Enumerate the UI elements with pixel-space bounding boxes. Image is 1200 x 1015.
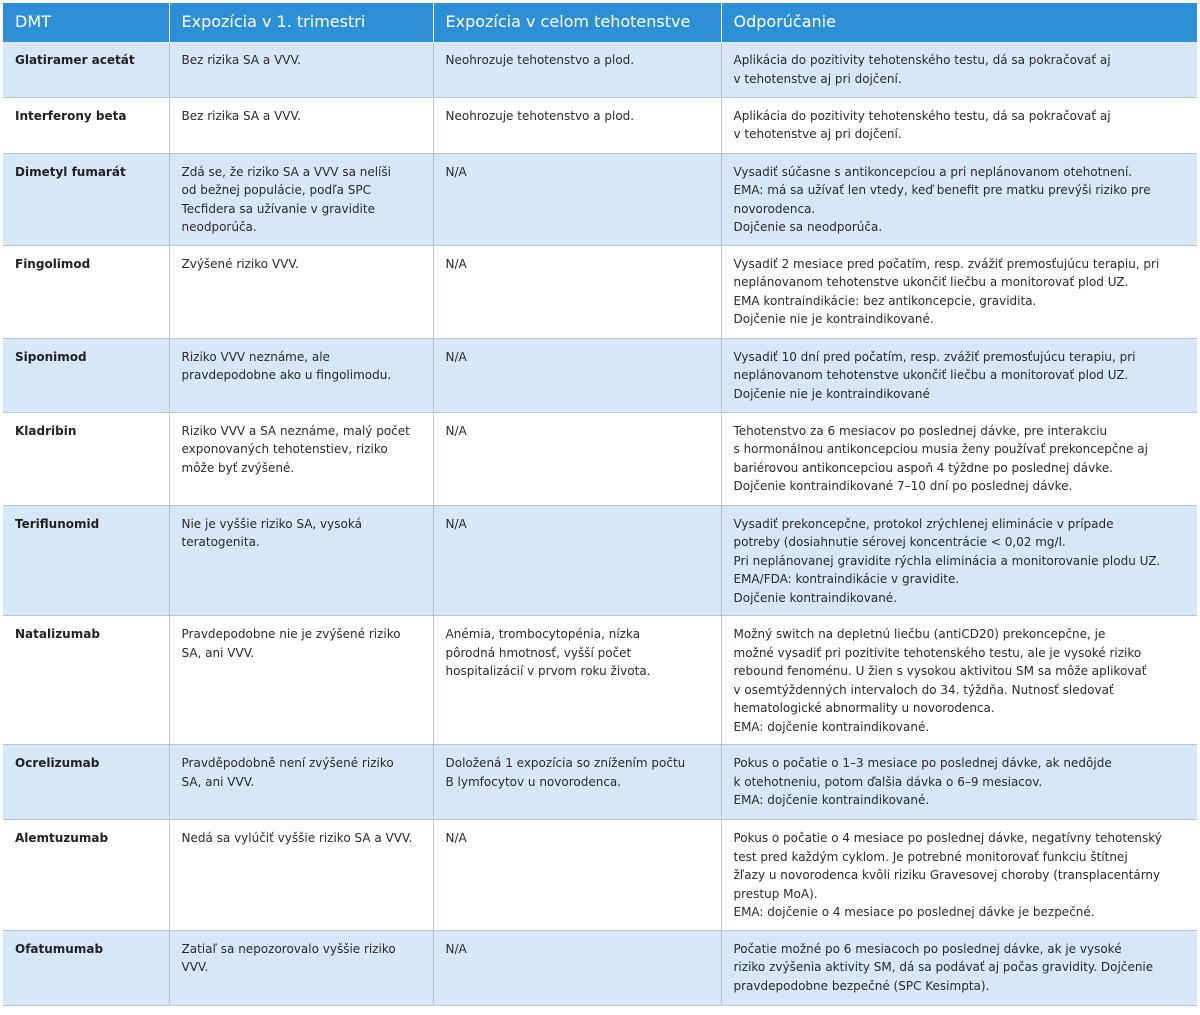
cell-line: EMA: má sa užívať len vtedy, keď benefit pre matku prevýši riziko pre [733,183,1151,197]
table-row [3,97,1197,153]
cell-line: môže byť zvýšené. [181,460,295,475]
cell-dmt: Ocrelizumab [3,745,169,820]
cell-recommendation [721,745,1197,820]
cell-line: Tecfidera sa užívanie v gravidite [181,201,375,216]
cell-line: v tehotenstve aj pri dojčení. [733,71,902,86]
cell-line: prestup MoA). [733,886,818,901]
cell-recommendation [721,616,1197,745]
cell-line: neodporúča. [181,220,257,234]
cell-line: Pravděpodobně není zvýšené riziko [181,756,394,770]
header-dmt: DMT [3,3,169,42]
cell-line: Anémia, trombocytopénia, nízka [445,627,641,641]
cell-line: N/A [445,164,467,179]
cell-line: k otehotneniu, potom ďalšia dávka o 6–9 mesiacov. [733,774,1043,789]
cell-dmt: Ofatumumab [3,930,169,1005]
cell-recommendation [721,97,1197,153]
cell-line: EMA: dojčenie o 4 mesiace po poslednej dávke je bezpečné. [733,905,1095,919]
cell-first-trimester [169,820,433,931]
cell-first-trimester [169,42,433,97]
cell-line: v osemtýždenných intervaloch do 34. týždňa. Nutnosť sledovať [733,682,1114,697]
cell-line: Riziko VVV neznáme, ale [181,349,330,364]
cell-line: Zatiaľ sa nepozorovalo vyššie riziko [181,941,396,956]
cell-line: v tehotenstve aj pri dojčení. [733,127,902,141]
cell-line: možné vysadiť pri pozitivite tehotenského testu, ale je vysoké riziko [733,645,1142,660]
table-row [3,338,1197,412]
cell-line: Vysadiť prekoncepčne, protokol zrýchlenej eliminácie v prípade [733,516,1114,531]
table-row [3,745,1197,820]
cell-line: Tehotenstvo za 6 mesiacov po poslednej dávke, pre interakciu [733,423,1108,438]
cell-whole-pregnancy [433,616,721,745]
cell-first-trimester [169,930,433,1005]
cell-line: od bežnej populácie, podľa SPC [181,183,371,197]
cell-whole-pregnancy [433,97,721,153]
cell-line: Bez rizika SA a VVV. [181,108,301,123]
cell-line: Vysadiť 10 dní pred počatím, resp. zvážiť premosťujúcu terapiu, pri [733,349,1136,364]
table-header [3,3,1197,42]
cell-line: N/A [445,831,467,845]
cell-line: Neohrozuje tehotenstvo a plod. [445,53,635,67]
cell-whole-pregnancy [433,153,721,245]
cell-whole-pregnancy [433,245,721,338]
cell-line: žľazy u novorodenca kvôli riziku Gravesovej choroby (transplacentárny [733,868,1161,882]
header-row [3,3,1197,42]
header-whole-pregnancy: Expozícia v celom tehotenstve [433,3,721,42]
cell-line: Bez rizika SA a VVV. [181,53,301,67]
cell-dmt: Teriflunomid [3,505,169,616]
cell-dmt: Kladribin [3,412,169,505]
cell-line: EMA kontraindikácie: bez antikoncepcie, gravidita. [733,293,1037,308]
cell-line: N/A [445,256,467,271]
cell-line: Neohrozuje tehotenstvo a plod. [445,108,635,123]
cell-line: Pravdepodobne nie je zvýšené riziko [181,627,401,641]
cell-line: SA, ani VVV. [181,774,255,789]
cell-line: Pokus o počatie o 4 mesiace po poslednej dávke, negatívny tehotenský [733,831,1162,845]
cell-line: N/A [445,423,467,438]
cell-line: Dojčenie kontraindikované. [733,590,898,605]
cell-recommendation [721,412,1197,505]
cell-line: Pokus o počatie o 1–3 mesiace po poslednej dávke, ak nedôjde [733,756,1112,770]
cell-dmt: Interferony beta [3,97,169,153]
header-recommendation: Odporúčanie [721,3,1197,42]
dmt-pregnancy-table-container [3,3,1197,1006]
cell-line: Nie je vyššie riziko SA, vysoká [181,516,362,531]
cell-line: EMA: dojčenie kontraindikované. [733,793,930,807]
cell-line: Možný switch na depletnú liečbu (antiCD20) prekoncepčne, je [733,627,1106,641]
cell-line: Aplikácia do pozitivity tehotenského testu, dá sa pokračovať aj [733,53,1111,67]
cell-line: Počatie možné po 6 mesiacoch po poslednej dávke, ak je vysoké [733,941,1122,956]
cell-line: hospitalizácií v prvom roku života. [445,664,651,678]
cell-line: Dojčenie nie je kontraindikované. [733,312,934,326]
cell-line: Aplikácia do pozitivity tehotenského testu, dá sa pokračovať aj [733,108,1111,123]
cell-line: Zdá se, že riziko SA a VVV sa nelíši [181,164,391,179]
cell-line: EMA: dojčenie kontraindikované. [733,719,930,734]
cell-line: potreby (dosiahnutie sérovej koncentrácie < 0,02 mg/l. [733,535,1066,549]
cell-line: neplánovanom tehotenstve ukončiť liečbu a monitorovať plod UZ. [733,275,1129,289]
cell-recommendation [721,505,1197,616]
header-first-trimester: Expozícia v 1. trimestri [169,3,433,42]
cell-recommendation [721,42,1197,97]
table-row [3,505,1197,616]
cell-line: B lymfocytov u novorodenca. [445,774,622,789]
dmt-pregnancy-table [3,3,1197,1006]
cell-line: pôrodná hmotnosť, vyšší počet [445,645,632,660]
cell-line: novorodenca. [733,201,816,216]
cell-line: s hormonálnou antikoncepciou musia ženy používať prekoncepčne aj [733,442,1148,456]
cell-dmt: Fingolimod [3,245,169,338]
cell-whole-pregnancy [433,745,721,820]
table-body [3,42,1197,1005]
cell-dmt: Natalizumab [3,616,169,745]
cell-line: Vysadiť 2 mesiace pred počatím, resp. zvážiť premosťujúcu terapiu, pri [733,256,1160,271]
cell-line: SA, ani VVV. [181,645,255,660]
cell-recommendation [721,820,1197,931]
cell-recommendation [721,245,1197,338]
cell-whole-pregnancy [433,505,721,616]
cell-line: EMA/FDA: kontraindikácie v gravidite. [733,572,960,586]
cell-first-trimester [169,245,433,338]
cell-first-trimester [169,505,433,616]
cell-dmt: Dimetyl fumarát [3,153,169,245]
cell-line: N/A [445,349,467,364]
cell-line: N/A [445,516,467,531]
cell-dmt: Glatiramer acetát [3,42,169,97]
cell-line: Dojčenie sa neodporúča. [733,220,883,234]
cell-dmt: Alemtuzumab [3,820,169,931]
cell-whole-pregnancy [433,42,721,97]
cell-line: riziko zvýšenia aktivity SM, dá sa podávať aj počas gravidity. Dojčenie [733,960,1154,974]
cell-line: hematologické abnormality u novorodenca. [733,701,995,715]
cell-line: neplánovanom tehotenstve ukončiť liečbu a monitorovať plod UZ. [733,368,1129,382]
cell-line: VVV. [181,960,209,974]
table-row [3,412,1197,505]
cell-line: N/A [445,941,467,956]
table-row [3,245,1197,338]
cell-whole-pregnancy [433,338,721,412]
cell-first-trimester [169,745,433,820]
cell-line: pravdepodobne bezpečné (SPC Kesimpta). [733,978,990,993]
cell-recommendation [721,930,1197,1005]
cell-line: rebound fenoménu. U žien s vysokou aktivitou SM sa môže aplikovať [733,664,1147,678]
cell-line: test pred každým cyklom. Je potrebné monitorovať funkciu štítnej [733,849,1128,864]
cell-line: Dojčenie kontraindikované 7–10 dní po poslednej dávke. [733,479,1073,493]
cell-line: Pri neplánovanej gravidite rýchla eliminácia a monitorovanie plodu UZ. [733,553,1161,568]
cell-first-trimester [169,616,433,745]
cell-recommendation [721,338,1197,412]
cell-line: teratogenita. [181,535,260,549]
cell-whole-pregnancy [433,412,721,505]
cell-line: Dojčenie nie je kontraindikované [733,386,930,401]
table-row [3,153,1197,245]
table-row [3,820,1197,931]
cell-line: bariérovou antikoncepciou aspoň 4 týždne po poslednej dávke. [733,460,1113,475]
table-row [3,616,1197,745]
cell-first-trimester [169,338,433,412]
cell-dmt: Siponimod [3,338,169,412]
cell-line: Zvýšené riziko VVV. [181,256,299,271]
cell-first-trimester [169,412,433,505]
table-row [3,42,1197,97]
cell-line: Nedá sa vylúčiť vyššie riziko SA a VVV. [181,831,413,845]
cell-recommendation [721,153,1197,245]
cell-line: exponovaných tehotenstiev, riziko [181,442,388,456]
cell-first-trimester [169,153,433,245]
table-row [3,930,1197,1005]
cell-whole-pregnancy [433,820,721,931]
cell-line: Doložená 1 expozícia so znížením počtu [445,756,686,770]
cell-whole-pregnancy [433,930,721,1005]
cell-line: pravdepodobne ako u fingolimodu. [181,368,392,382]
cell-first-trimester [169,97,433,153]
cell-line: Vysadiť súčasne s antikoncepciou a pri neplánovanom otehotnení. [733,164,1133,179]
cell-line: Riziko VVV a SA neznáme, malý počet [181,423,410,438]
